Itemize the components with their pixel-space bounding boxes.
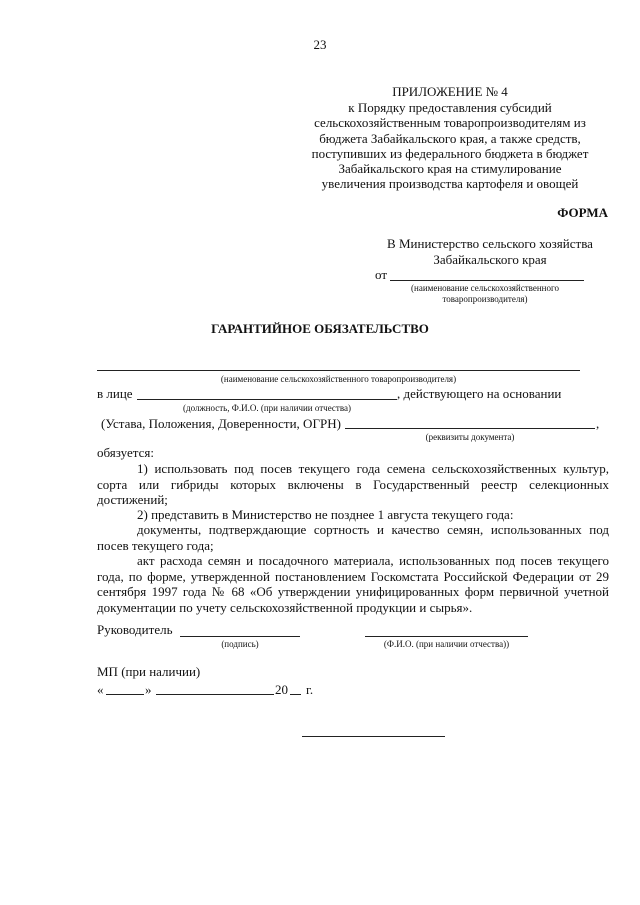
closing-rule xyxy=(302,736,445,737)
appendix-line: к Порядку предоставления субсидий xyxy=(348,100,552,115)
appendix-line: Забайкальского края на стимулирование xyxy=(338,161,562,177)
date-close-quote: » xyxy=(145,682,152,697)
date-open-quote: « xyxy=(97,682,104,697)
year-prefix: 20 xyxy=(275,682,288,697)
basis-label: (Устава, Положения, Доверенности, ОГРН) xyxy=(101,416,341,431)
full-name-field[interactable] xyxy=(365,636,528,637)
day-field[interactable] xyxy=(106,694,144,695)
position-field[interactable] xyxy=(137,399,397,400)
head-label: Руководитель xyxy=(97,622,173,637)
page-number: 23 xyxy=(313,37,327,52)
from-field[interactable] xyxy=(390,280,584,281)
document-title: ГАРАНТИЙНОЕ ОБЯЗАТЕЛЬСТВО xyxy=(211,321,429,336)
producer-hint: (наименование сельскохозяйственного товаропроизводителя) xyxy=(220,374,457,384)
addressee-line-1: В Министерство сельского хозяйства xyxy=(387,236,593,251)
signature-hint: (подпись) xyxy=(221,639,259,649)
stamp-label: МП (при наличии) xyxy=(97,664,201,679)
in-person-label: в лице xyxy=(97,386,133,401)
acting-label: , действующего на основании xyxy=(397,386,562,401)
comma: , xyxy=(596,416,600,431)
item-2: 2) представить в Министерство не позднее 1 августа текущего года: xyxy=(137,507,514,522)
appendix-line: увеличения производства картофеля и овощей xyxy=(321,176,579,192)
month-field[interactable] xyxy=(156,694,274,695)
year-field[interactable] xyxy=(290,694,301,695)
appendix-line: сельскохозяйственным товаропроизводителям из xyxy=(314,115,586,131)
from-hint-2: товаропроизводителя) xyxy=(442,294,528,304)
form-label: ФОРМА xyxy=(557,205,608,220)
position-hint: (должность, Ф.И.О. (при наличии отчества) xyxy=(183,403,351,413)
appendix-block xyxy=(300,100,600,192)
appendix-line: поступивших из федерального бюджета в бюджет xyxy=(311,145,589,161)
from-label: от xyxy=(375,267,388,282)
sub-item-1: документы, подтверждающие сортность и качество семян, использованных под посев текущего года; xyxy=(97,522,609,553)
signature-field[interactable] xyxy=(180,636,300,637)
appendix-title: ПРИЛОЖЕНИЕ № 4 xyxy=(392,84,508,99)
sub-item-2: акт расхода семян и посадочного материала, использованных под посев текущего года, по форме, утвержденной постановлением Госкомстата Российской Федерации от 29 сентября 1997 года № 68 «Об утверждении унифицированных форм первичной учетной документации по учету сельскохозяйственной продукции и сырья». xyxy=(97,553,609,615)
requisites-hint: (реквизиты документа) xyxy=(425,432,515,442)
item-1: 1) использовать под посев текущего года семена сельскохозяйственных культур, сорта или гибриды которых включены в Государственный реестр селекционных достижений; xyxy=(97,461,609,507)
obliges-label: обязуется: xyxy=(97,445,154,460)
addressee-line-2: Забайкальского края xyxy=(433,252,547,267)
appendix-line: бюджета Забайкальского края, а также средств, xyxy=(319,130,581,146)
producer-name-field[interactable] xyxy=(97,370,580,371)
full-name-hint: (Ф.И.О. (при наличии отчества)) xyxy=(383,639,510,649)
year-suffix: г. xyxy=(306,682,314,697)
from-hint-1: (наименование сельскохозяйственного xyxy=(411,283,559,293)
requisites-field[interactable] xyxy=(345,428,595,429)
